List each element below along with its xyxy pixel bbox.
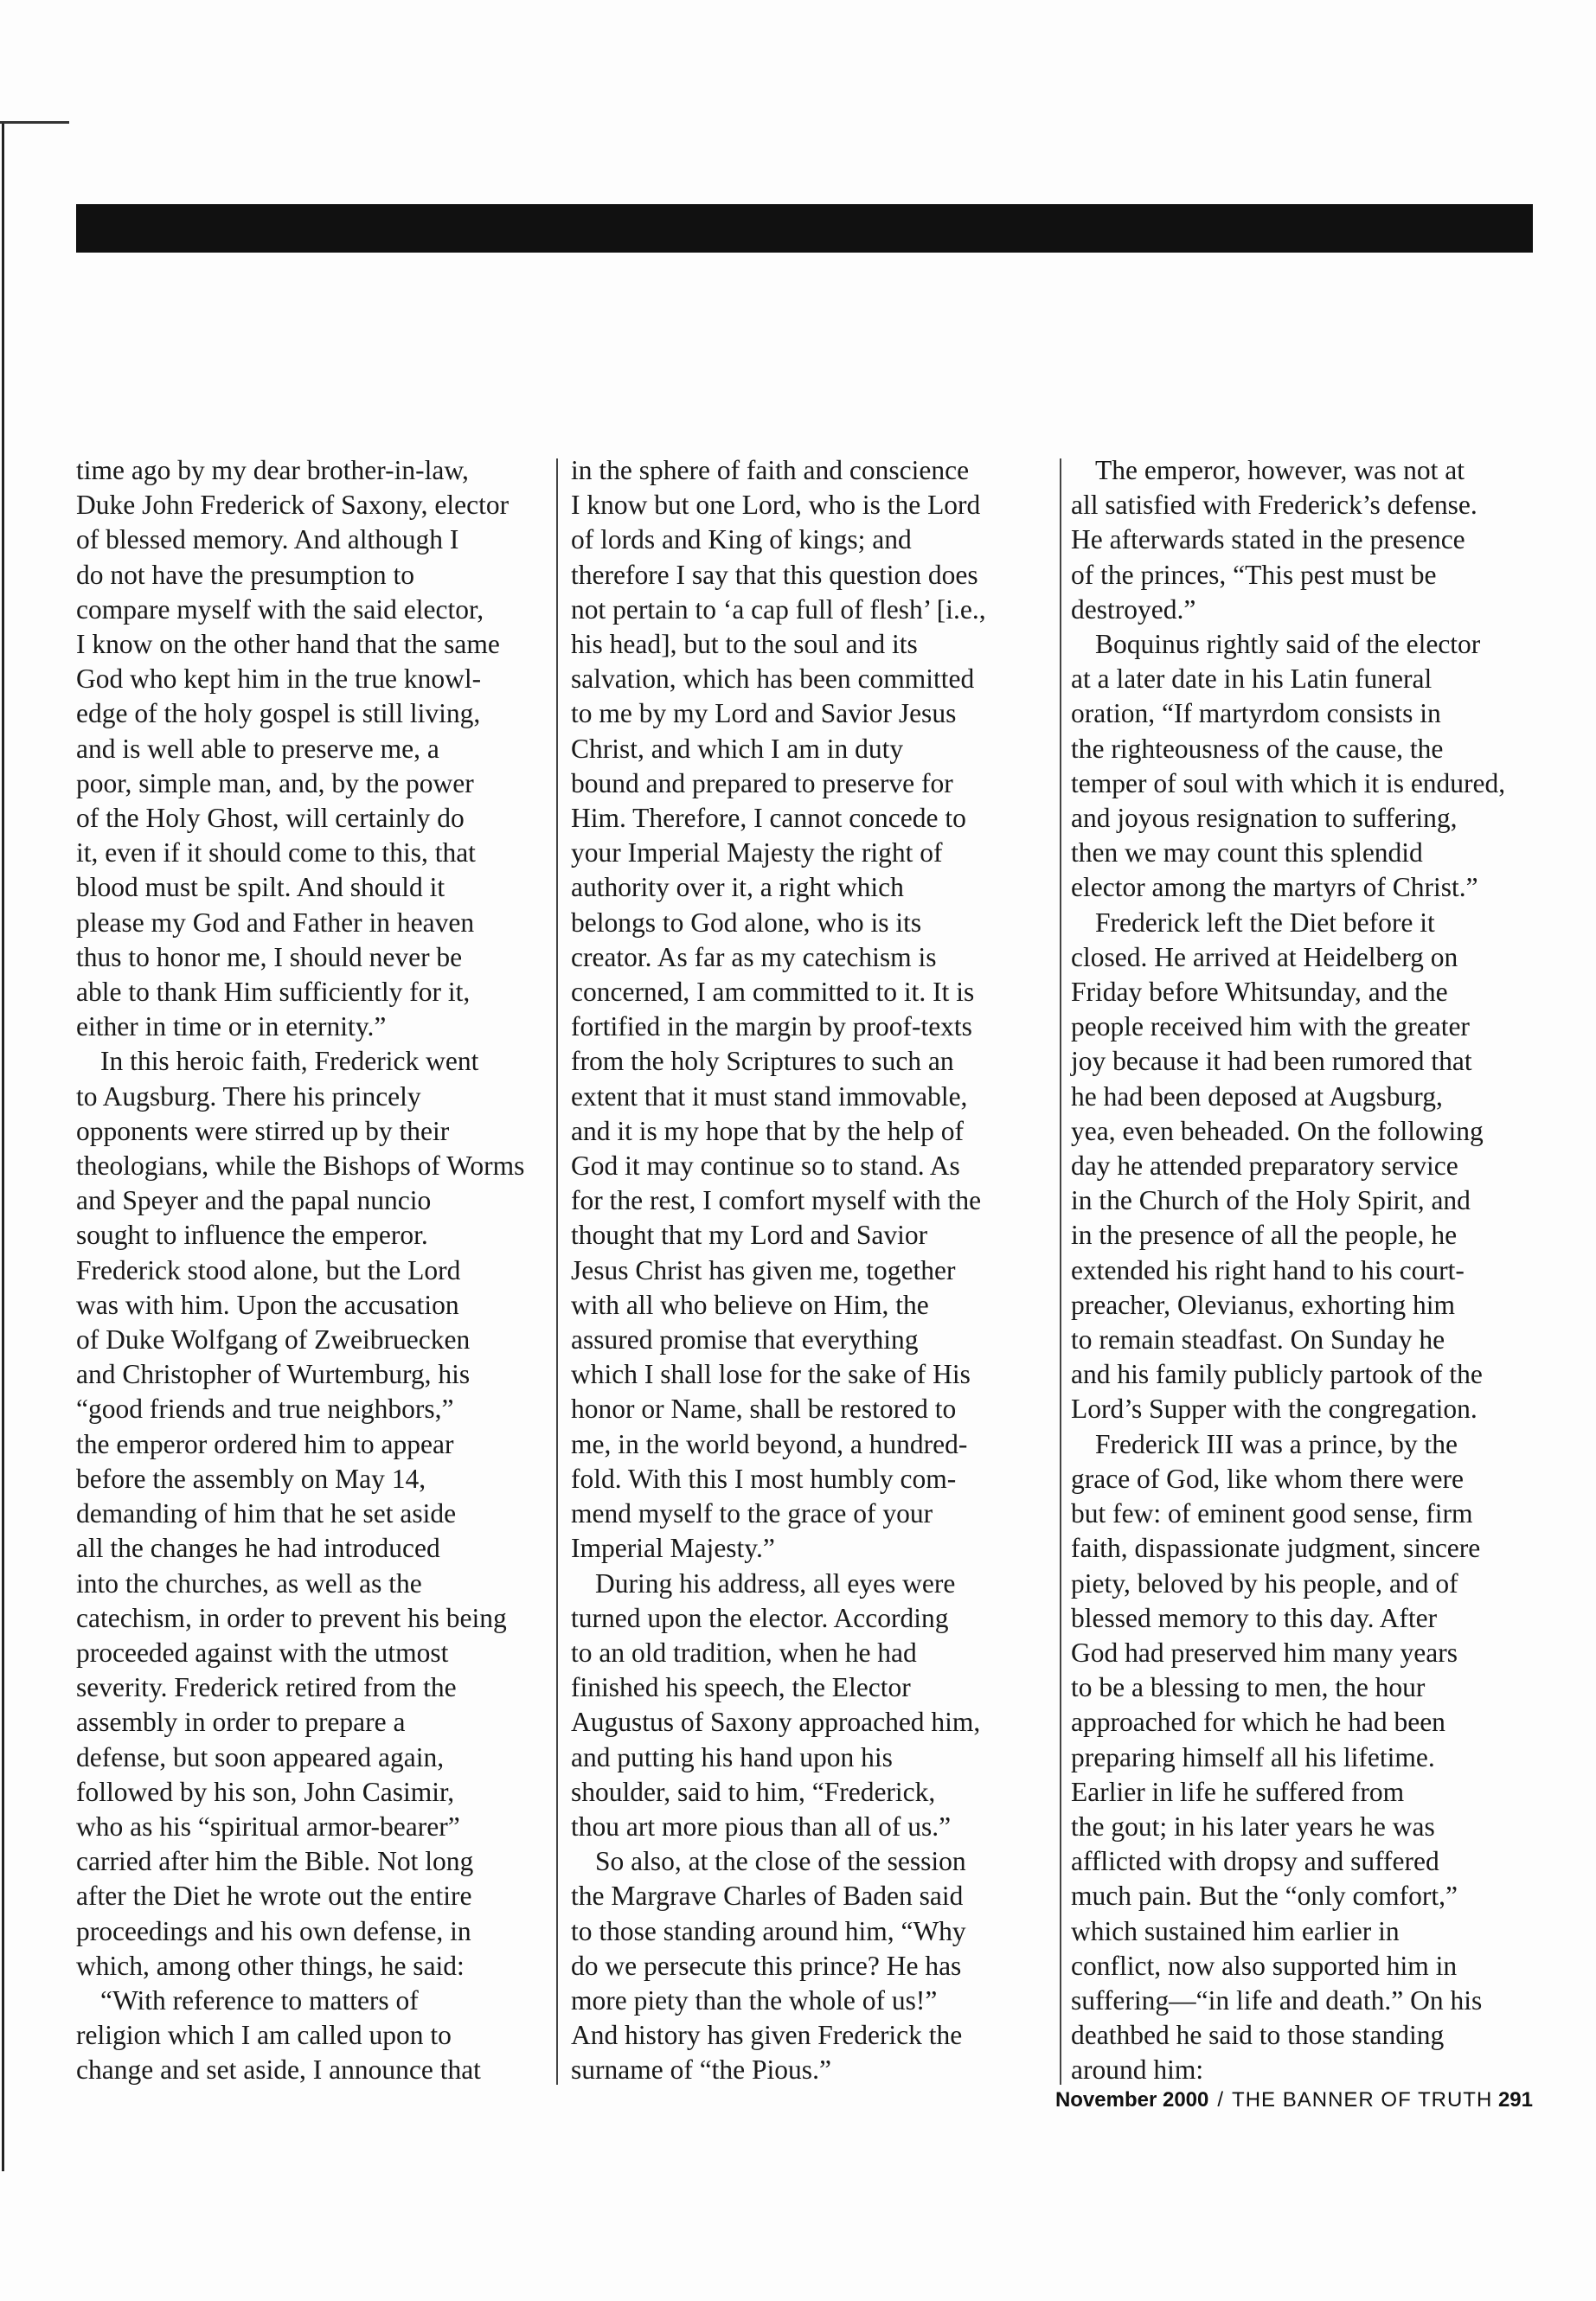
column-divider <box>556 458 558 2085</box>
text-line: of the princes, “This pest must be <box>1071 559 1437 590</box>
text-line: to those standing around him, “Why <box>571 1915 966 1946</box>
text-line: closed. He arrived at Heidelberg on <box>1071 941 1458 972</box>
text-line: thought that my Lord and Savior <box>571 1220 928 1251</box>
text-line: mend myself to the grace of your <box>571 1498 933 1529</box>
text-line: elector among the martyrs of Christ.” <box>1071 872 1478 903</box>
text-line: was with him. Upon the accusation <box>76 1289 459 1320</box>
text-line: Christ, and which I am in duty <box>571 733 904 764</box>
text-line: concerned, I am committed to it. It is <box>571 977 975 1008</box>
text-line: Imperial Majesty.” <box>571 1533 775 1564</box>
text-line: suffering—“in life and death.” On his <box>1071 1984 1483 2016</box>
text-line: oration, “If martyrdom consists in <box>1071 698 1441 729</box>
text-line: God it may continue so to stand. As <box>571 1150 960 1182</box>
text-line: Frederick III was a prince, by the <box>1095 1428 1458 1459</box>
paragraph <box>571 1567 1055 1845</box>
text-line: grace of God, like whom there were <box>1071 1463 1464 1494</box>
text-line: compare myself with the said elector, <box>76 593 484 625</box>
text-line: able to thank Him sufficiently for it, <box>76 977 471 1008</box>
paragraph <box>76 1984 548 2088</box>
text-line: approached for which he had been <box>1071 1707 1445 1738</box>
text-line: around him: <box>1071 2054 1204 2086</box>
text-line: more piety than the whole of us!” <box>571 1984 938 2016</box>
text-line: Frederick stood alone, but the Lord <box>76 1254 461 1285</box>
text-line: theologians, while the Bishops of Worms <box>76 1150 525 1182</box>
text-line: “good friends and true neighbors,” <box>76 1394 454 1425</box>
text-line: Earlier in life he suffered from <box>1071 1776 1405 1807</box>
text-line: Him. Therefore, I cannot concede to <box>571 803 966 834</box>
text-line: in the Church of the Holy Spirit, and <box>1071 1185 1471 1216</box>
text-line: the righteousness of the cause, the <box>1071 733 1444 764</box>
text-line: finished his speech, the Elector <box>571 1672 911 1703</box>
page-number: 291 <box>1497 2088 1533 2112</box>
text-line: blessed memory to this day. After <box>1071 1602 1438 1633</box>
text-line: destroyed.” <box>1071 593 1196 625</box>
text-line: catechism, in order to prevent his being <box>76 1602 507 1633</box>
text-line: with all who believe on Him, the <box>571 1289 929 1320</box>
text-line: fold. With this I most humbly com- <box>571 1463 957 1494</box>
text-line: conflict, now also supported him in <box>1071 1950 1458 1981</box>
text-column-1 <box>76 453 548 2088</box>
text-line: he had been deposed at Augsburg, <box>1071 1080 1443 1112</box>
text-line: to an old tradition, when he had <box>571 1637 917 1668</box>
text-line: change and set aside, I announce that <box>76 2054 481 2086</box>
text-column-2 <box>571 453 1055 2088</box>
text-line: belongs to God alone, who is its <box>571 907 922 938</box>
text-line: poor, simple man, and, by the power <box>76 767 474 798</box>
text-line: religion which I am called upon to <box>76 2020 452 2051</box>
text-line: The emperor, however, was not at <box>1095 455 1465 485</box>
text-line: your Imperial Majesty the right of <box>571 837 943 868</box>
text-line: for the rest, I comfort myself with the <box>571 1185 982 1216</box>
text-line: Friday before Whitsunday, and the <box>1071 977 1448 1008</box>
text-line: salvation, which has been committed <box>571 663 975 695</box>
text-line: In this heroic faith, Frederick went <box>100 1046 479 1077</box>
text-line: therefore I say that this question does <box>571 559 978 590</box>
text-line: I know on the other hand that the same <box>76 629 500 660</box>
text-line: after the Diet he wrote out the entire <box>76 1881 472 1912</box>
text-line: bound and prepared to preserve for <box>571 767 953 798</box>
text-line: sought to influence the emperor. <box>76 1220 428 1251</box>
text-line: demanding of him that he set aside <box>76 1498 457 1529</box>
text-line: shoulder, said to him, “Frederick, <box>571 1776 936 1807</box>
text-line: God who kept him in the true knowl- <box>76 663 482 695</box>
text-line: surname of “the Pious.” <box>571 2054 831 2086</box>
scan-edge <box>2 121 4 2171</box>
text-line: people received him with the greater <box>1071 1011 1470 1042</box>
text-line: defense, but soon appeared again, <box>76 1741 445 1772</box>
text-line: I know but one Lord, who is the Lord <box>571 490 981 521</box>
text-line: blood must be spilt. And should it <box>76 872 445 903</box>
paragraph <box>571 1844 1055 2087</box>
text-line: either in time or in eternity.” <box>76 1011 387 1042</box>
text-line: God had preserved him many years <box>1071 1637 1458 1668</box>
text-line: Jesus Christ has given me, together <box>571 1254 956 1285</box>
text-line: of Duke Wolfgang of Zweibruecken <box>76 1324 471 1356</box>
text-line: to be a blessing to men, the hour <box>1071 1672 1426 1703</box>
text-line: which sustained him earlier in <box>1071 1915 1400 1946</box>
text-line: and Christopher of Wurtemburg, his <box>76 1359 471 1390</box>
text-line: in the sphere of faith and conscience <box>571 455 970 485</box>
text-line: from the holy Scriptures to such an <box>571 1046 954 1077</box>
text-line: in the presence of all the people, he <box>1071 1220 1458 1251</box>
text-line: creator. As far as my catechism is <box>571 941 937 972</box>
text-line: afflicted with dropsy and suffered <box>1071 1846 1439 1877</box>
paragraph <box>1071 906 1538 1427</box>
text-line: carried after him the Bible. Not long <box>76 1846 474 1877</box>
text-line: authority over it, a right which <box>571 872 904 903</box>
footer-separator: / <box>1217 2088 1224 2112</box>
text-column-3 <box>1071 453 1538 2088</box>
text-line: all the changes he had introduced <box>76 1533 440 1564</box>
text-line: before the assembly on May 14, <box>76 1463 426 1494</box>
header-black-bar <box>76 204 1533 253</box>
text-line: then we may count this splendid <box>1071 837 1423 868</box>
text-line: to Augsburg. There his princely <box>76 1080 421 1112</box>
text-line: deathbed he said to those standing <box>1071 2020 1445 2051</box>
text-line: his head], but to the soul and its <box>571 629 918 660</box>
text-line: piety, beloved by his people, and of <box>1071 1567 1458 1599</box>
footer-publication: THE BANNER OF TRUTH <box>1232 2088 1493 2112</box>
text-line: and joyous resignation to suffering, <box>1071 803 1458 834</box>
paragraph <box>571 453 1055 1567</box>
text-line: joy because it had been rumored that <box>1071 1046 1472 1077</box>
text-line: all satisfied with Frederick’s defense. <box>1071 490 1477 521</box>
text-line: it, even if it should come to this, that <box>76 837 476 868</box>
text-line: Frederick left the Diet before it <box>1095 907 1435 938</box>
text-line: of blessed memory. And although I <box>76 524 459 555</box>
text-line: fortified in the margin by proof-texts <box>571 1011 972 1042</box>
text-line: do we persecute this prince? He has <box>571 1950 962 1981</box>
text-line: and is well able to preserve me, a <box>76 733 439 764</box>
text-line: extended his right hand to his court- <box>1071 1254 1465 1285</box>
text-line: which I shall lose for the sake of His <box>571 1359 971 1390</box>
paragraph <box>76 453 548 1044</box>
text-line: of the Holy Ghost, will certainly do <box>76 803 465 834</box>
paragraph <box>1071 627 1538 906</box>
text-line: and Speyer and the papal nuncio <box>76 1185 432 1216</box>
text-line: So also, at the close of the session <box>595 1846 966 1877</box>
text-line: honor or Name, shall be restored to <box>571 1394 957 1425</box>
text-line: and it is my hope that by the help of <box>571 1115 965 1146</box>
footer-date: November 2000 <box>1054 2088 1209 2112</box>
text-line: the emperor ordered him to appear <box>76 1428 454 1459</box>
text-line: do not have the presumption to <box>76 559 415 590</box>
text-line: into the churches, as well as the <box>76 1567 422 1599</box>
text-line: and putting his hand upon his <box>571 1741 893 1772</box>
text-line: me, in the world beyond, a hundred- <box>571 1428 968 1459</box>
text-line: assured promise that everything <box>571 1324 919 1356</box>
text-line: Lord’s Supper with the congregation. <box>1071 1394 1477 1425</box>
paragraph <box>1071 453 1538 627</box>
paragraph <box>76 1044 548 1983</box>
text-line: at a later date in his Latin funeral <box>1071 663 1433 695</box>
text-line: assembly in order to prepare a <box>76 1707 406 1738</box>
text-line: turned upon the elector. According <box>571 1602 949 1633</box>
text-line: the Margrave Charles of Baden said <box>571 1881 964 1912</box>
text-line: proceedings and his own defense, in <box>76 1915 471 1946</box>
text-line: much pain. But the “only comfort,” <box>1071 1881 1458 1912</box>
text-line: “With reference to matters of <box>100 1984 419 2016</box>
text-line: time ago by my dear brother-in-law, <box>76 455 469 485</box>
text-line: Augustus of Saxony approached him, <box>571 1707 981 1738</box>
text-line: He afterwards stated in the presence <box>1071 524 1465 555</box>
text-line: temper of soul with which it is endured, <box>1071 767 1506 798</box>
text-line: faith, dispassionate judgment, sincere <box>1071 1533 1481 1564</box>
text-line: which, among other things, he said: <box>76 1950 465 1981</box>
text-line: who as his “spiritual armor-bearer” <box>76 1811 460 1842</box>
text-line: proceeded against with the utmost <box>76 1637 449 1668</box>
text-line: Boquinus rightly said of the elector <box>1095 629 1481 660</box>
text-line: to me by my Lord and Savior Jesus <box>571 698 957 729</box>
text-line: severity. Frederick retired from the <box>76 1672 457 1703</box>
text-line: extent that it must stand immovable, <box>571 1080 968 1112</box>
text-line: opponents were stirred up by their <box>76 1115 450 1146</box>
text-line: And history has given Frederick the <box>571 2020 963 2051</box>
text-line: Duke John Frederick of Saxony, elector <box>76 490 510 521</box>
text-line: preacher, Olevianus, exhorting him <box>1071 1289 1455 1320</box>
text-line: of lords and King of kings; and <box>571 524 912 555</box>
page-footer <box>1055 2088 1533 2112</box>
text-line: followed by his son, John Casimir, <box>76 1776 455 1807</box>
text-line: preparing himself all his lifetime. <box>1071 1741 1435 1772</box>
text-line: edge of the holy gospel is still living, <box>76 698 481 729</box>
column-divider <box>1060 458 1061 2085</box>
scan-edge-top <box>0 121 69 124</box>
paragraph <box>1071 1427 1538 2088</box>
text-line: please my God and Father in heaven <box>76 907 475 938</box>
text-line: thus to honor me, I should never be <box>76 941 463 972</box>
text-line: yea, even beheaded. On the following <box>1071 1115 1484 1146</box>
text-line: thou art more pious than all of us.” <box>571 1811 952 1842</box>
text-line: to remain steadfast. On Sunday he <box>1071 1324 1445 1356</box>
text-line: day he attended preparatory service <box>1071 1150 1458 1182</box>
text-line: the gout; in his later years he was <box>1071 1811 1435 1842</box>
text-line: but few: of eminent good sense, firm <box>1071 1498 1473 1529</box>
text-line: and his family publicly partook of the <box>1071 1359 1483 1390</box>
text-line: During his address, all eyes were <box>595 1567 956 1599</box>
text-line: not pertain to ‘a cap full of flesh’ [i.e., <box>571 593 986 625</box>
